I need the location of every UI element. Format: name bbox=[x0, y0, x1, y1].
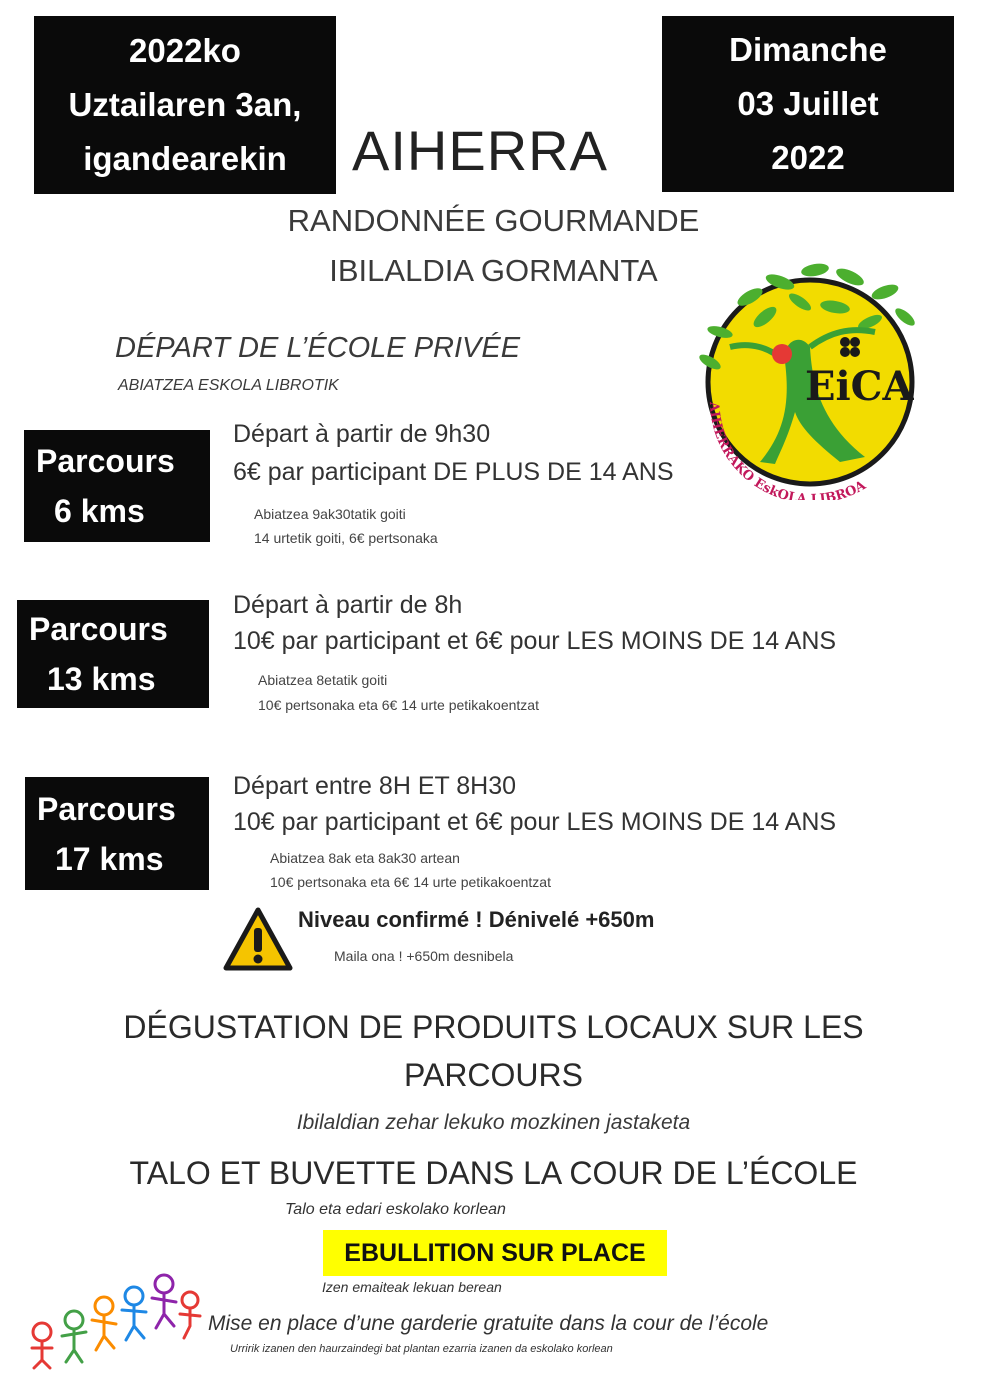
subtitle-french: RANDONNÉE GOURMANDE bbox=[287, 203, 700, 238]
parcours-13-box bbox=[17, 600, 209, 708]
parcours-6-box bbox=[24, 430, 210, 542]
depart-french: DÉPART DE L’ÉCOLE PRIVÉE bbox=[115, 332, 521, 364]
parcours-13-basque-1: Abiatzea 8etatik goiti bbox=[258, 672, 388, 688]
talo-french: TALO ET BUVETTE DANS LA COUR DE L’ÉCOLE bbox=[129, 1155, 858, 1191]
parcours-17-departure: Départ entre 8H ET 8H30 bbox=[233, 772, 517, 800]
parcours-17-basque-2: 10€ pertsonaka eta 6€ 14 urte petikakoentzat bbox=[270, 874, 551, 890]
warning-basque: Maila ona ! +650m desnibela bbox=[334, 948, 514, 964]
header-french-line-3: 2022 bbox=[771, 139, 845, 176]
logo-eica-text: EiCA bbox=[805, 363, 914, 410]
garderie-french: Mise en place d’une garderie gratuite dans la cour de l’école bbox=[208, 1312, 769, 1335]
parcours-17-box bbox=[25, 777, 209, 890]
parcours-6-distance: 6 kms bbox=[54, 493, 145, 529]
degustation-basque: Ibilaldian zehar lekuko mozkinen jastaketa bbox=[296, 1111, 691, 1134]
parcours-17-basque-1: Abiatzea 8ak eta 8ak30 artean bbox=[270, 850, 460, 866]
subtitle-basque: IBILALDIA GORMANTA bbox=[329, 253, 658, 288]
parcours-13-label: Parcours bbox=[29, 611, 168, 647]
parcours-17-distance: 17 kms bbox=[55, 840, 164, 877]
parcours-13-price: 10€ par participant et 6€ pour LES MOINS DE 14 ANS bbox=[233, 627, 837, 655]
parcours-17-label: Parcours bbox=[37, 790, 176, 827]
parcours-13-distance: 13 kms bbox=[47, 661, 156, 697]
garderie-basque: Urririk izanen den haurzaindegi bat plantan ezarria izanen da eskolako korlean bbox=[230, 1343, 613, 1355]
parcours-6-basque-2: 14 urtetik goiti, 6€ pertsonaka bbox=[254, 530, 438, 546]
header-date-basque-box bbox=[34, 16, 336, 194]
header-basque-line-3: igandearekin bbox=[83, 140, 287, 177]
school-logo bbox=[690, 252, 935, 500]
logo-arc-text: AIHERRAKO EskOLA LIBROA bbox=[705, 401, 869, 500]
degustation-line-1: DÉGUSTATION DE PRODUITS LOCAUX SUR LES bbox=[123, 1009, 864, 1045]
depart-basque: ABIATZEA ESKOLA LIBROTIK bbox=[118, 377, 339, 394]
parcours-6-label: Parcours bbox=[36, 443, 175, 479]
parcours-6-departure: Départ à partir de 9h30 bbox=[233, 420, 491, 448]
header-date-french-box bbox=[662, 16, 954, 192]
parcours-17-price: 10€ par participant et 6€ pour LES MOINS DE 14 ANS bbox=[233, 808, 837, 836]
header-french-line-2: 03 Juillet bbox=[737, 85, 879, 122]
degustation-line-2: PARCOURS bbox=[404, 1057, 583, 1093]
parcours-6-basque-1: Abiatzea 9ak30tatik goiti bbox=[254, 506, 406, 522]
header-basque-line-1: 2022ko bbox=[129, 32, 241, 69]
parcours-13-departure: Départ à partir de 8h bbox=[233, 591, 463, 619]
header-french-line-1: Dimanche bbox=[729, 31, 887, 68]
eica-logo-icon bbox=[690, 252, 935, 500]
talo-basque: Talo eta edari eskolako korlean bbox=[285, 1201, 506, 1218]
parcours-13-basque-2: 10€ pertsonaka eta 6€ 14 urte petikakoentzat bbox=[258, 697, 539, 713]
parcours-6-price: 6€ par participant DE PLUS DE 14 ANS bbox=[233, 458, 674, 486]
warning-icon bbox=[222, 906, 294, 976]
page-title: AIHERRA bbox=[352, 119, 608, 182]
children-illustration bbox=[26, 1270, 202, 1370]
header-basque-line-2: Uztailaren 3an, bbox=[68, 86, 302, 123]
warning-french: Niveau confirmé ! Dénivelé +650m bbox=[298, 907, 655, 932]
ebullition-banner: EBULLITION SUR PLACE bbox=[323, 1230, 667, 1276]
ebullition-basque: Izen emaiteak lekuan berean bbox=[322, 1279, 502, 1295]
